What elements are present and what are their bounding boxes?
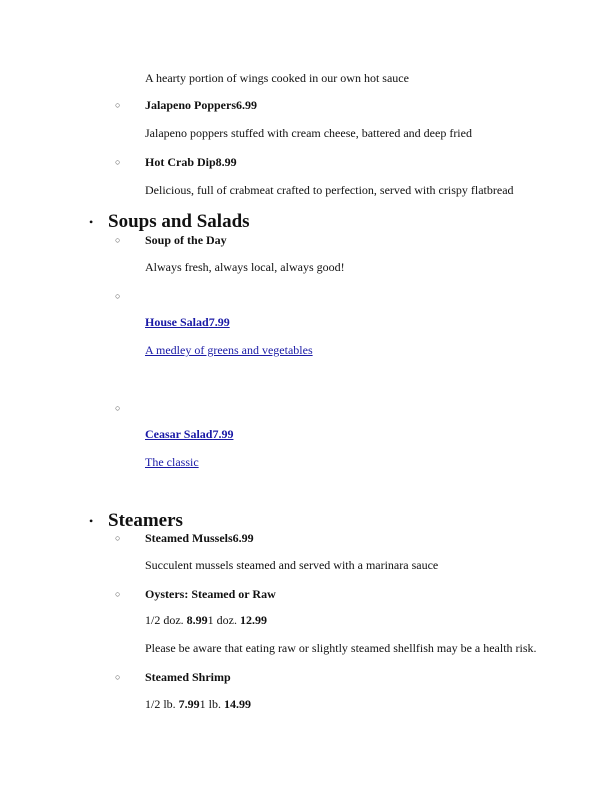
item-name: Hot Crab Dip [145,155,216,169]
item-description: Always fresh, always local, always good! [145,260,345,274]
circle-bullet-icon: ○ [115,403,121,413]
circle-bullet-icon: ○ [115,235,121,245]
item-price: 8.99 [186,613,208,627]
item-title [145,531,254,545]
size-label: 1/2 doz. [145,613,187,627]
item-description: A hearty portion of wings cooked in our own hot sauce [145,71,409,85]
item-name: Steamed Shrimp [145,670,231,684]
item-price: 7.99 [212,427,234,441]
item-price: 7.99 [178,697,200,711]
price-line [145,613,267,627]
circle-bullet-icon: ○ [115,291,121,301]
item-price: 6.99 [236,98,258,112]
price-line [145,697,251,711]
item-price: 8.99 [215,155,237,169]
ceasar-salad-link[interactable] [145,427,233,441]
item-name: Jalapeno Poppers [145,98,237,112]
item-title [145,98,257,112]
size-label: 1 lb. [199,697,225,711]
item-price: 14.99 [224,697,252,711]
circle-bullet-icon: ○ [115,533,121,543]
size-label: 1/2 lb. [145,697,179,711]
ceasar-salad-description-link[interactable]: The classic [145,455,199,469]
house-salad-description-link[interactable]: A medley of greens and vegetables [145,343,313,357]
house-salad-link[interactable] [145,315,230,329]
size-label: 1 doz. [207,613,240,627]
item-price: 12.99 [240,613,267,627]
circle-bullet-icon: ○ [115,157,121,167]
item-title [145,155,237,169]
item-description: Succulent mussels steamed and served with a marinara sauce [145,558,439,572]
circle-bullet-icon: ○ [115,672,121,682]
section-heading: Soups and Salads [108,211,250,232]
item-price: 7.99 [208,315,230,329]
section-heading: Steamers [108,510,183,531]
circle-bullet-icon: ○ [115,589,121,599]
disc-bullet-icon: • [89,215,94,229]
item-name: Ceasar Salad [145,427,213,441]
circle-bullet-icon: ○ [115,100,121,110]
item-name: House Salad [145,315,209,329]
disc-bullet-icon: • [89,514,94,528]
item-name: Soup of the Day [145,233,227,247]
item-description: Please be aware that eating raw or slightly steamed shellfish may be a health risk. [145,641,537,655]
item-description: Delicious, full of crabmeat crafted to perfection, served with crispy flatbread [145,183,514,197]
item-name: Oysters: Steamed or Raw [145,587,276,601]
item-description: Jalapeno poppers stuffed with cream cheese, battered and deep fried [145,126,472,140]
item-price: 6.99 [232,531,254,545]
item-name: Steamed Mussels [145,531,233,545]
